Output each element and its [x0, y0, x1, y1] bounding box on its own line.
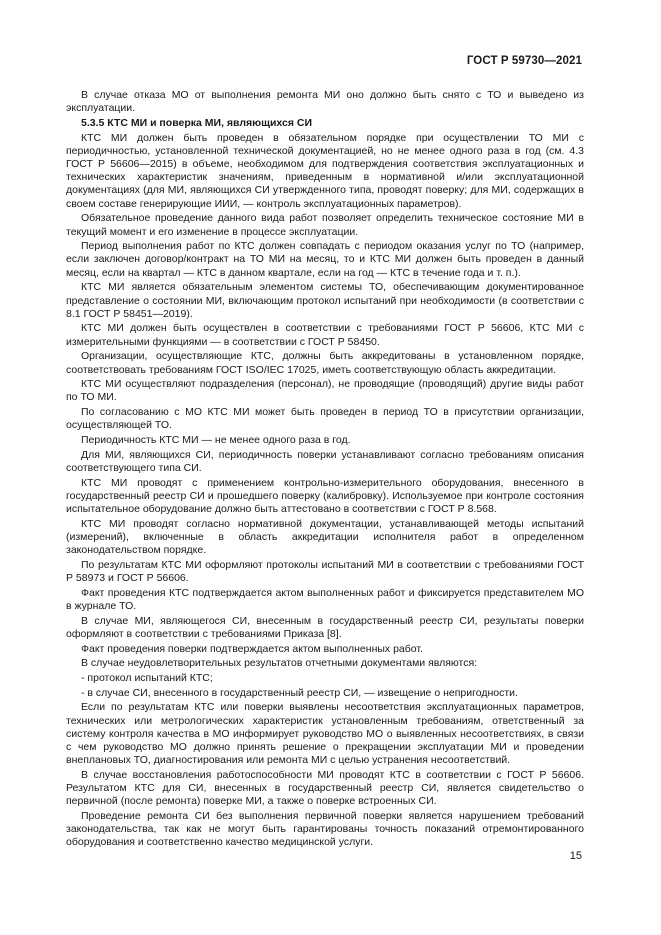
- paragraph: Период выполнения работ по КТС должен совпадать с периодом оказания услуг по ТО (например, если заключен договор/контракт на ТО МИ на месяц, то и КТС МИ должен быть проведен в данный месяц, если на квартал — КТС в данном квартале, если на год — КТС в течение года и т. п.).: [66, 240, 584, 279]
- paragraph: КТС МИ должен быть проведен в обязательном порядке при осуществлении ТО МИ с периодичностью, установленной технической документацией, но не менее одного раза в год (см. 4.3 ГОСТ Р 56606—2015) в объеме, необходимом для подтверждения соответствия эксплуатационных и технических характеристик значениям, приведенным в нормативной и/или эксплуатационной документациях (для МИ, являющихся СИ утвержденного типа, проводят поверку; для МИ, содержащих в своем составе генерирующие ИИИ, — контроль эксплуатационных параметров).: [66, 131, 584, 210]
- paragraph: В случае неудовлетворительных результатов отчетными документами являются:: [81, 657, 478, 670]
- paragraph: В случае МИ, являющегося СИ, внесенным в государственный реестр СИ, результаты поверки оформляют в соответствии с требованиями Приказа [8].: [66, 614, 584, 640]
- paragraph: Проведение ремонта СИ без выполнения первичной поверки является нарушением требований законодательства, так как не могут быть гарантированы точность показаний отремонтированного оборудования и соответственно качество медицинской услуги.: [66, 810, 584, 849]
- page-number: 15: [569, 850, 582, 862]
- paragraph: Факт проведения КТС подтверждается актом выполненных работ и фиксируется представителем МО в журнале ТО.: [66, 586, 584, 613]
- paragraph: По результатам КТС МИ оформляют протоколы испытаний МИ в соответствии с требованиями ГОСТ Р 58973 и ГОСТ Р 56606.: [66, 558, 584, 585]
- paragraph: Если по результатам КТС или поверки выявлены несоответствия эксплуатационных параметров, технических или метрологических характеристик установленным требованиям, ответственный за систему контроля качества в МО информирует руководство МО о выявленных несоответствиях, в связи с чем руководство МО должно принять решение о прекращении эксплуатации МИ и проведении внеплановых ТО, диагностирования или ремонта МИ с целью устранения несоответствий.: [66, 701, 584, 767]
- paragraph: В случае восстановления работоспособности МИ проводят КТС в соответствии с ГОСТ Р 56606. Результатом КТС для СИ, внесенных в государственный реестр СИ, является свидетельство о первичной (после ремонта) поверке МИ, а также о поверке встроенных СИ.: [66, 768, 584, 808]
- paragraph: Для МИ, являющихся СИ, периодичность поверки устанавливают согласно требованиям описания соответствующего типа СИ.: [66, 448, 584, 474]
- paragraph: По согласованию с МО КТС МИ может быть проведен в период ТО в присутствии организации, осуществляющей ТО.: [66, 406, 584, 432]
- paragraph: Факт проведения поверки подтверждается актом выполненных работ.: [81, 642, 423, 655]
- paragraph: Периодичность КТС МИ — не менее одного раза в год.: [81, 434, 351, 447]
- paragraph: КТС МИ осуществляют подразделения (персонал), не проводящие (проводящий) другие виды работ по ТО МИ.: [66, 378, 584, 404]
- paragraph: Обязательное проведение данного вида работ позволяет определить техническое состояние МИ в текущий момент и его изменение в процессе эксплуатации.: [66, 212, 584, 238]
- paragraph: КТС МИ является обязательным элементом системы ТО, обеспечивающим документированное представление о состоянии МИ, включающим протокол испытаний при необходимости (в соответствии с 8.1 ГОСТ Р 58451—2019).: [66, 281, 584, 320]
- paragraph: В случае отказа МО от выполнения ремонта МИ оно должно быть снято с ТО и выведено из эксплуатации.: [66, 89, 584, 115]
- document-header: ГОСТ Р 59730—2021: [466, 55, 582, 67]
- paragraph: КТС МИ проводят согласно нормативной документации, устанавливающей методы испытаний (измерений), включенные в область аккредитации исполнителя работ в определенном законодательством порядке.: [66, 517, 584, 557]
- document-body: [66, 89, 584, 851]
- paragraph: КТС МИ проводят с применением контрольно-измерительного оборудования, внесенного в государственный реестр СИ и прошедшего поверку (калибровку). Используемое при контроле состояния испытательное оборудование должно быть аттестовано в соответствии с ГОСТ Р 8.568.: [66, 476, 584, 516]
- list-item: - протокол испытаний КТС;: [81, 672, 213, 685]
- paragraph: Организации, осуществляющие КТС, должны быть аккредитованы в установленном порядке, соответствовать требованиям ГОСТ ISO/IEC 17025, иметь соответствующую область аккредитации.: [66, 350, 584, 376]
- paragraph: КТС МИ должен быть осуществлен в соответствии с требованиями ГОСТ Р 56606, КТС МИ с измерительными функциями — в соответствии с ГОСТ Р 58450.: [66, 322, 584, 348]
- section-heading: 5.3.5 КТС МИ и поверка МИ, являющихся СИ: [81, 116, 313, 129]
- list-item: - в случае СИ, внесенного в государственный реестр СИ, — извещение о непригодности.: [81, 686, 518, 699]
